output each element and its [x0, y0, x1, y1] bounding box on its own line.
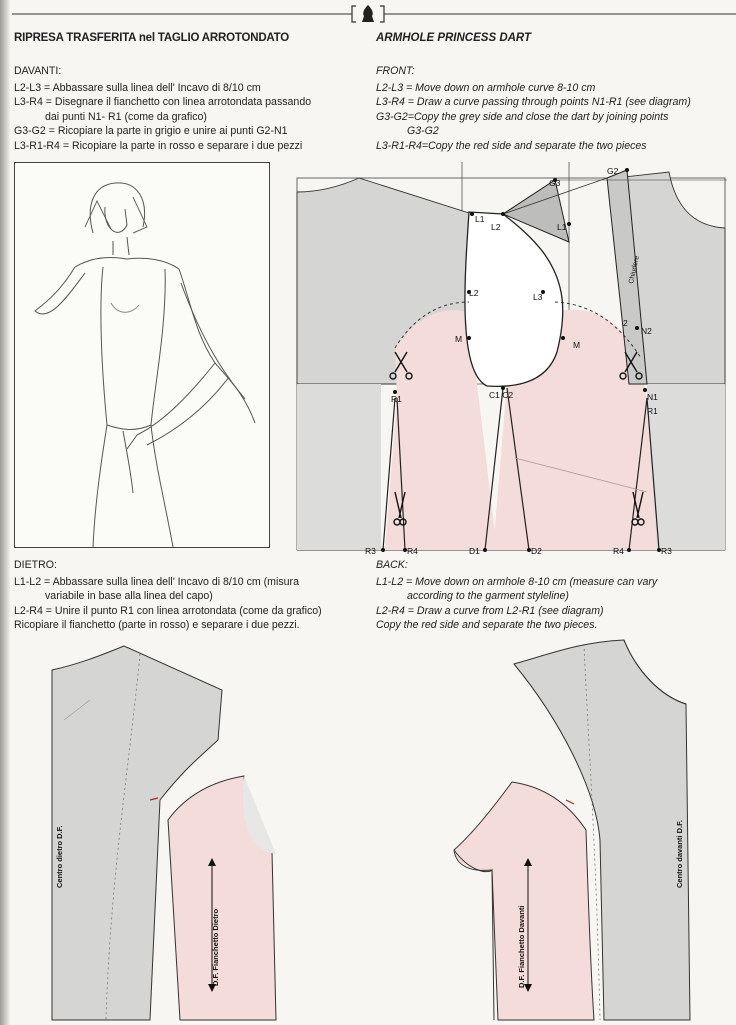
label-G3: G3	[549, 178, 561, 188]
armhole-curve	[465, 212, 563, 386]
pattern-diagram	[297, 162, 727, 557]
back-instructions-english	[376, 558, 657, 633]
figure-sketch	[15, 163, 269, 547]
instruction-line: variabile in base alla linea del capo)	[45, 590, 213, 603]
label-L2: L2	[491, 222, 501, 232]
lower-grey-area	[647, 384, 725, 550]
label-C1-C2: C1 C2	[489, 390, 514, 400]
instruction-line: G3-G2 = Ricopiare la parte in grigio e unire ai punti G2-N1	[14, 125, 288, 138]
instruction-line: L2-L3 = Move down on armhole curve 8-10 cm	[376, 81, 596, 94]
front-side-label: D.F. Fianchetto Davanti	[517, 905, 526, 988]
back-instructions-italian	[14, 558, 322, 633]
back-center-label: Centro dietro D.F.	[55, 825, 64, 888]
instruction-line: Copy the red side and separate the two pieces.	[376, 619, 598, 632]
lower-grey-area	[297, 384, 381, 550]
instruction-line: G3-G2	[407, 125, 439, 138]
back-side-piece	[168, 776, 276, 1020]
label-M-left: M	[455, 334, 463, 344]
instruction-line: L2-L3 = Abbassare sulla linea dell' Incavo di 8/10 cm	[14, 81, 261, 94]
label-D2: D2	[531, 546, 542, 556]
front-center-label: Centro davanti D.F.	[675, 820, 684, 888]
label-M-right: M	[573, 340, 581, 350]
instruction-line: L1-L2 = Abbassare sulla linea dell' Incavo di 8/10 cm (misura	[14, 575, 299, 588]
label-R4-right: R4	[613, 546, 624, 556]
back-side-label: D.F. Fianchetto Dietro	[211, 908, 220, 986]
label-L1-dart: L1	[557, 222, 567, 232]
instruction-line: L3-R1-R4 = Ricopiare la parte in rosso e separare i due pezzi	[14, 139, 303, 152]
label-R4-left: R4	[407, 546, 418, 556]
dress-form-icon	[362, 5, 374, 22]
instruction-line: L3-R1-R4=Copy the red side and separate the two pieces	[376, 139, 647, 152]
label-N2: N2	[641, 326, 652, 336]
instruction-line: G3-G2=Copy the grey side and close the dart by joining points	[376, 110, 669, 123]
instruction-line: L3-R4 = Disegnare il fianchetto con linea arrotondata passando	[14, 96, 312, 109]
label-L3: L3	[533, 292, 543, 302]
label-two: 2	[623, 318, 628, 328]
title-english: ARMHOLE PRINCESS DART	[376, 32, 532, 44]
label-R3-right: R3	[661, 546, 672, 556]
front-heading-en: FRONT:	[376, 65, 415, 77]
instruction-line: L2-R4 = Draw a curve from L2-R1 (see diagram)	[376, 604, 604, 617]
fashion-illustration	[14, 162, 270, 548]
front-instructions-italian	[14, 64, 311, 154]
header-ornament	[0, 0, 736, 30]
instruction-line: L1-L2 = Move down on armhole 8-10 cm (measure can vary	[376, 575, 658, 588]
title-italian: RIPRESA TRASFERITA nel TAGLIO ARROTONDATO	[14, 32, 290, 44]
label-R3-left: R3	[365, 546, 376, 556]
label-N1: N1	[647, 392, 658, 402]
label-G2: G2	[607, 166, 619, 176]
instruction-line: Ricopiare il fianchetto (parte in rosso) e separare i due pezzi.	[14, 619, 300, 632]
front-heading-it: DAVANTI:	[14, 65, 62, 77]
label-L2-left: L2	[469, 288, 479, 298]
label-D1: D1	[469, 546, 480, 556]
separated-pieces	[0, 640, 736, 1025]
label-chiudere: Chiudere	[628, 255, 641, 285]
back-heading-en: BACK:	[376, 559, 408, 571]
instruction-line: according to the garment styleline)	[407, 590, 569, 603]
instruction-line: dai punti N1- R1 (come da grafico)	[45, 110, 207, 123]
instruction-line: L3-R4 = Draw a curve passing through points N1-R1 (see diagram)	[376, 96, 691, 109]
front-instructions-english	[376, 64, 691, 154]
label-R1-left: R1	[391, 394, 402, 404]
instruction-line: L2-R4 = Unire il punto R1 con linea arrotondata (come da grafico)	[14, 604, 322, 617]
back-heading-it: DIETRO:	[14, 559, 57, 571]
label-L1: L1	[475, 214, 485, 224]
label-R1-right: R1	[647, 406, 658, 416]
